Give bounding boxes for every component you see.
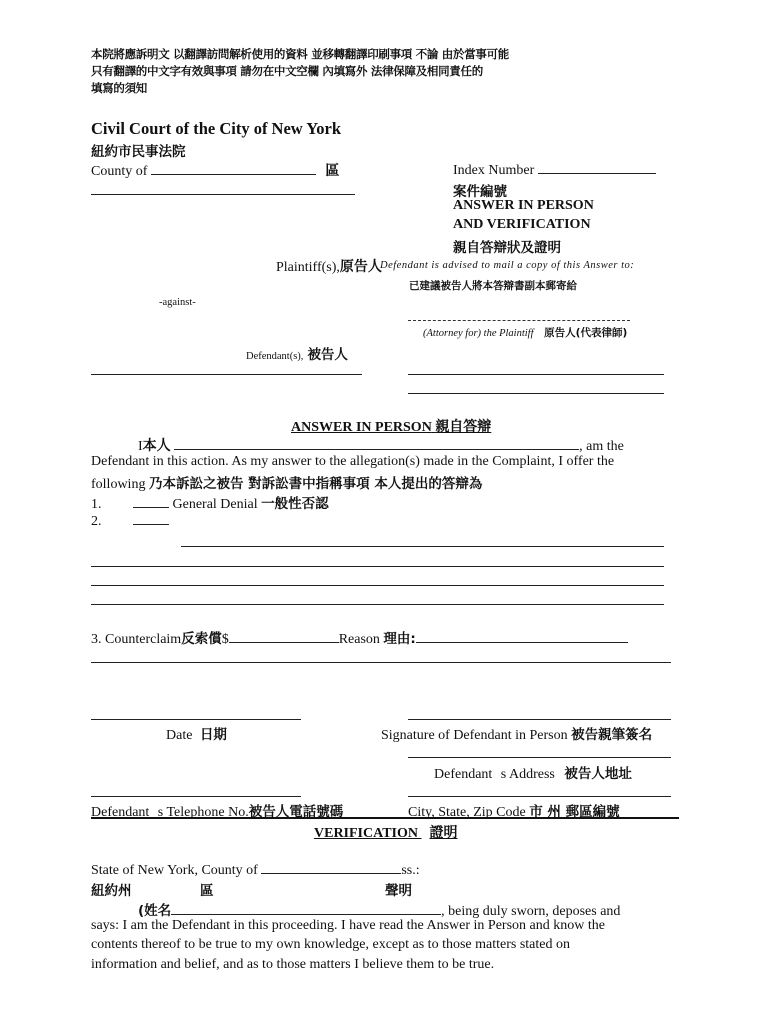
currency-symbol: $ [221, 632, 229, 647]
i-label: I [138, 439, 143, 454]
counterclaim-cn: 反索償 [181, 631, 222, 647]
mail-advice-cn: 已建議被告人將本答辯書副本郵寄給 [409, 280, 577, 292]
item-1-label: General Denial [172, 497, 258, 512]
index-input[interactable] [538, 160, 656, 174]
signature-cn: 被告親筆簽名 [571, 727, 653, 743]
statement-cn: 聲明 [385, 883, 412, 899]
signature-line[interactable] [408, 719, 671, 720]
defendant-text: Defendant(s), [246, 351, 304, 362]
item-1-num: 1. [91, 497, 102, 512]
name-cn: (姓名 [138, 903, 172, 919]
plaintiff-text: Plaintiff(s), [276, 260, 340, 275]
court-title: Civil Court of the City of New York [91, 119, 342, 138]
defendant-label [246, 343, 348, 364]
i-cn: 本人 [142, 438, 171, 454]
index-cn: 案件編號 [453, 184, 507, 200]
address-text: Defendants Address [434, 767, 555, 782]
state-label: State of New York, County of [91, 863, 258, 878]
address-label [434, 762, 632, 783]
court-title-cn: 紐約市民事法院 [91, 144, 186, 160]
attorney-text: (Attorney for) the Plaintiff [423, 328, 534, 339]
reason-line-2[interactable] [91, 662, 671, 663]
item-2-line-2[interactable] [91, 566, 664, 567]
plaintiff-cn: 原告人 [339, 259, 382, 275]
index-label: Index Number [453, 163, 535, 178]
counterclaim-label: 3. Counterclaim [91, 632, 182, 647]
following-text: following [91, 477, 146, 492]
item-2-line-1[interactable] [181, 546, 664, 547]
caption-line [91, 194, 355, 195]
item-1 [91, 492, 329, 513]
answer-heading-cn: 親自答辯 [435, 419, 492, 435]
verification-body-3: information and belief, and as to those matters I believe them to be true. [91, 957, 495, 972]
ss-text: ss.: [401, 863, 420, 878]
index-field [453, 160, 656, 179]
date-label [166, 723, 227, 744]
county-cn: 區 [325, 163, 340, 179]
counterclaim-amount-input[interactable] [229, 629, 339, 643]
signature-text: Signature of Defendant in Person [381, 728, 568, 743]
following-cn: 乃本訴訟之被告 對訴訟書中指稱事項 本人提出的答辯為 [148, 476, 483, 492]
city-line[interactable] [408, 796, 671, 797]
attorney-address-line-1[interactable] [408, 374, 664, 375]
verification-county-input[interactable] [261, 860, 401, 874]
verification-body-2: contents thereof to be true to my own knowledge, except as to those matters stated on [91, 937, 570, 952]
item-2-line-3[interactable] [91, 585, 664, 586]
verification-heading-cn: 證明 [429, 825, 458, 841]
county-label: County of [91, 164, 148, 179]
item-2-line-4[interactable] [91, 604, 664, 605]
date-cn: 日期 [199, 727, 227, 743]
mail-advice: Defendant is advised to mail a copy of this Answer to: [380, 260, 635, 271]
verification-heading [314, 822, 457, 842]
verification-name-input[interactable] [171, 901, 441, 915]
county-field [91, 160, 339, 180]
i-line [138, 435, 624, 455]
county-input[interactable] [151, 161, 316, 175]
translation-notice [91, 46, 509, 97]
phone-cn: 被告人電話號碼 [248, 804, 344, 820]
state-cn: 紐約州 [91, 883, 132, 899]
counterclaim-line [91, 627, 628, 648]
notice-line-2: 只有翻譯的中文字有效與事項 請勿在中文空欄 內填寫外 法律保障及相同責任的 [91, 64, 483, 78]
date-line[interactable] [91, 719, 301, 720]
reason-cn: 理由: [383, 631, 416, 647]
sworn-line [138, 899, 620, 920]
address-line[interactable] [408, 757, 671, 758]
item-2-num: 2. [91, 514, 102, 529]
city-text: City, State, Zip Code [408, 805, 526, 820]
verification-heading-text: VERIFICATION [314, 826, 418, 841]
form-title-2: AND VERIFICATION [453, 217, 591, 232]
item-2 [91, 511, 169, 530]
notice-line-3: 填寫的須知 [91, 81, 147, 95]
verification-county-cn: 區 [200, 883, 214, 899]
caption-bottom-line [91, 374, 362, 375]
attorney-cn: 原告人(代表律師) [544, 327, 628, 339]
notice-line-1: 本院將應訴明文 以翻譯訪問解析使用的資料 並移轉翻譯印刷事項 不論 由於當事可能 [91, 47, 510, 61]
am-the-text: , am the [579, 439, 624, 454]
attorney-label [423, 325, 627, 340]
city-cn: 市 州 郵區編號 [529, 804, 620, 820]
address-cn: 被告人地址 [564, 766, 632, 782]
signature-label [381, 723, 652, 744]
defendant-cn: 被告人 [307, 347, 348, 363]
defendant-name-input[interactable] [174, 436, 579, 450]
phone-line[interactable] [91, 796, 301, 797]
verification-body-1: says: I am the Defendant in this proceeding. I have read the Answer in Person and know the [91, 918, 605, 933]
sworn-text: , being duly sworn, deposes and [441, 904, 621, 919]
date-text: Date [166, 728, 193, 743]
answer-sentence-1: Defendant in this action. As my answer to the allegation(s) made in the Complaint, I offer the [91, 454, 615, 469]
following-line [91, 472, 482, 493]
plaintiff-label [276, 256, 382, 276]
attorney-line[interactable] [408, 320, 630, 321]
state-line [91, 860, 420, 879]
reason-label: Reason [338, 632, 380, 647]
answer-heading-text: ANSWER IN PERSON [291, 420, 432, 435]
form-title-cn: 親自答辯狀及證明 [453, 240, 561, 256]
form-title-1: ANSWER IN PERSON [453, 198, 594, 213]
phone-text: Defendants Telephone No. [91, 805, 249, 820]
item-2-checkbox[interactable] [133, 511, 169, 525]
reason-input[interactable] [416, 629, 628, 643]
section-divider [91, 817, 679, 819]
item-1-checkbox[interactable] [133, 494, 169, 508]
attorney-address-line-2[interactable] [408, 393, 664, 394]
item-1-cn: 一般性否認 [261, 496, 329, 512]
against-text: -against- [159, 297, 196, 308]
answer-heading [291, 416, 491, 436]
